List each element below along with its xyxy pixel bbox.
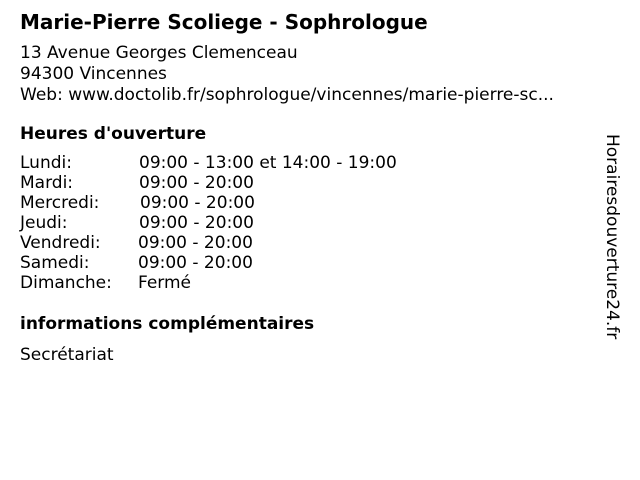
hours-row-wednesday: [20, 193, 440, 213]
time-value: 09:00 - 20:00: [138, 233, 253, 253]
opening-hours-heading: Heures d'ouverture: [20, 124, 207, 144]
hours-row-saturday: [20, 253, 440, 273]
address-street: 13 Avenue Georges Clemenceau: [20, 43, 298, 63]
day-label: Dimanche:: [20, 273, 112, 293]
site-watermark: Horairesdouverture24.fr: [602, 134, 622, 340]
day-label: Lundi:: [20, 153, 72, 173]
day-label: Jeudi:: [20, 213, 68, 233]
hours-row-sunday: [20, 273, 440, 293]
day-label: Samedi:: [20, 253, 90, 273]
time-value: 09:00 - 20:00: [139, 213, 254, 233]
hours-row-thursday: [20, 213, 440, 233]
time-value: 09:00 - 13:00 et 14:00 - 19:00: [139, 153, 397, 173]
address-block: [20, 43, 554, 106]
hours-row-tuesday: [20, 173, 440, 193]
day-label: Vendredi:: [20, 233, 101, 253]
hours-row-friday: [20, 233, 440, 253]
day-label: Mercredi:: [20, 193, 100, 213]
time-value: 09:00 - 20:00: [139, 173, 254, 193]
address-city: 94300 Vincennes: [20, 64, 167, 84]
time-value: Fermé: [138, 273, 192, 293]
hours-row-monday: [20, 153, 440, 173]
additional-info-text: Secrétariat: [20, 345, 114, 365]
additional-info-heading: informations complémentaires: [20, 314, 315, 334]
listing-title: Marie-Pierre Scoliege - Sophrologue: [20, 10, 428, 34]
time-value: 09:00 - 20:00: [138, 253, 253, 273]
time-value: 09:00 - 20:00: [140, 193, 255, 213]
website-link[interactable]: Web: www.doctolib.fr/sophrologue/vincennes/marie-pierre-sc...: [20, 85, 554, 105]
day-label: Mardi:: [20, 173, 74, 193]
opening-hours-table: [20, 153, 440, 293]
